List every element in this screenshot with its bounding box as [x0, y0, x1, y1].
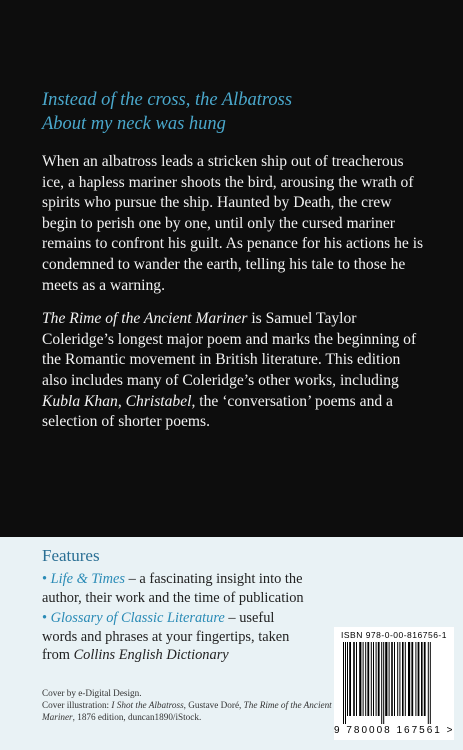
barcode-bar: [383, 642, 384, 724]
barcode-bar: [415, 642, 416, 716]
epigraph-quote: [42, 88, 432, 136]
barcode-bar: [411, 642, 413, 716]
quote-line-1: Instead of the cross, the Albatross: [42, 90, 293, 110]
barcode-bar: [408, 642, 410, 716]
barcode-bar: [428, 642, 429, 724]
barcode-bar: [397, 642, 398, 716]
work-title-kubla-khan: Kubla Khan: [42, 392, 118, 410]
book-title: The Rime of the Ancient Mariner: [42, 310, 248, 328]
barcode-bar: [373, 642, 374, 716]
barcode-bar: [376, 642, 377, 716]
feature-highlight: Life & Times: [50, 571, 126, 587]
barcode-bar: [381, 642, 382, 724]
barcode-bar: [349, 642, 351, 716]
barcode-bar: [345, 642, 346, 724]
barcode-bar: [353, 642, 355, 716]
barcode: [334, 627, 454, 740]
quote-line-2: About my neck was hung: [42, 114, 226, 134]
blurb-paragraph-1: When an albatross leads a stricken ship out of treacherous ice, a hapless mariner shoots the bird, arousing the wrath of spirits who pursue the ship. Haunted by Death, the crew begin to perish one by one, until only the cursed mariner remains to confront his guilt. As penance for his actions he is condemned to wander the earth, telling his tale to those he meets as a warning.: [42, 153, 424, 294]
blurb-p2-separator: ,: [117, 392, 126, 410]
feature-text: – a fascinating insight into the author, their work and the time of publication: [42, 571, 304, 606]
blurb-paragraph-2: [42, 309, 427, 433]
feature-text: – useful words and phrases at your fingertips, taken from: [42, 610, 290, 663]
barcode-bar: [347, 642, 348, 716]
features-title: Features: [42, 546, 100, 565]
barcode-bar: [385, 642, 387, 716]
isbn-number: ISBN 978-0-00-816756-1: [341, 630, 447, 640]
bullet-icon: •: [42, 610, 48, 626]
barcode-digits: 9 780008 167561 >: [334, 725, 455, 736]
feature-item-glossary: [42, 609, 312, 665]
bullet-icon: •: [42, 571, 48, 587]
barcode-bar: [371, 642, 372, 716]
blurb: [42, 152, 427, 446]
barcode-bar: [363, 642, 364, 716]
illustration-book: The Rime of the Ancient Mariner: [42, 700, 332, 722]
blurb-p2-text-1: is Samuel Taylor Coleridge’s longest major poem and marks the beginning of the Romantic movement in British literature. This edition also includes many of Coleridge’s other works, including: [42, 310, 417, 389]
barcode-bar: [359, 642, 361, 716]
feature-source: Collins English Dictionary: [73, 647, 229, 663]
illustration-credit-prefix: Cover illustration:: [42, 700, 112, 710]
barcode-bar: [365, 642, 366, 716]
barcode-bar: [405, 642, 406, 716]
barcode-bar: [378, 642, 380, 716]
barcode-bar: [399, 642, 400, 716]
barcode-bar: [421, 642, 423, 716]
illustration-credit-mid: , Gustave Doré,: [183, 700, 244, 710]
illustration-credit-suffix: , 1876 edition, duncan1890/iStock.: [72, 712, 202, 722]
feature-item-life-times: [42, 570, 312, 607]
barcode-bars: [339, 642, 449, 724]
barcode-bar: [391, 642, 393, 716]
features-list: [42, 570, 312, 667]
feature-highlight: Glossary of Classic Literature: [50, 610, 225, 626]
barcode-bar: [394, 642, 395, 716]
barcode-bar: [356, 642, 357, 716]
barcode-bar: [343, 642, 344, 724]
barcode-bar: [418, 642, 420, 716]
work-title-christabel: Christabel: [125, 392, 192, 410]
barcode-bar: [402, 642, 404, 716]
barcode-bar: [430, 642, 431, 724]
cover-credits: [42, 687, 332, 723]
illustration-title: I Shot the Albatross: [111, 700, 184, 710]
barcode-bar: [367, 642, 369, 716]
blurb-p2-text-2: , the ‘conversation’ poems and a selection of shorter poems.: [42, 392, 393, 431]
design-credit: Cover by e-Digital Design.: [42, 688, 142, 698]
illustration-credit: [42, 699, 332, 723]
barcode-bar: [424, 642, 426, 716]
barcode-bar: [389, 642, 390, 716]
